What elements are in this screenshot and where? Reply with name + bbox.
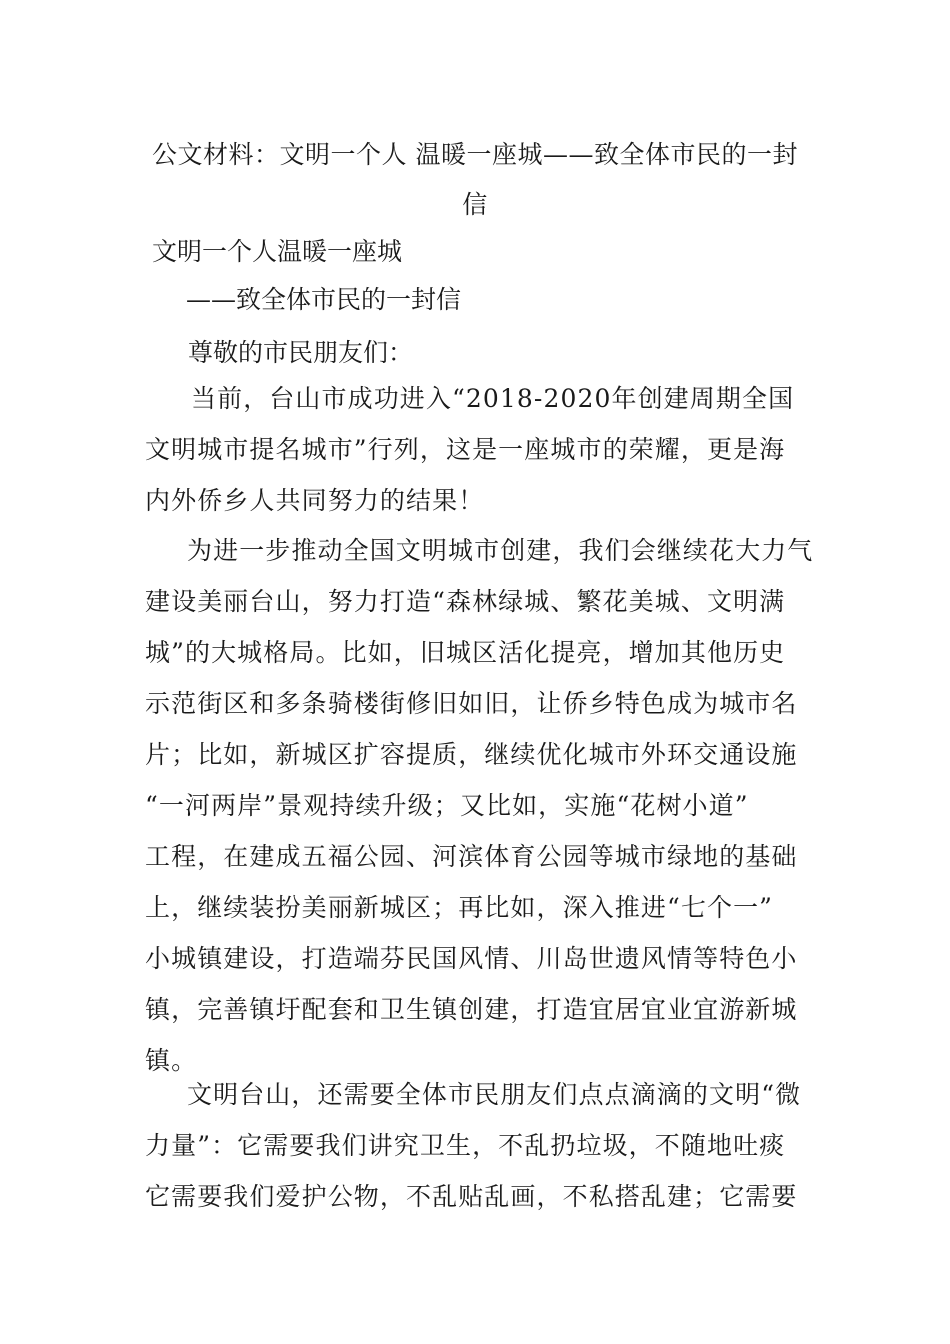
paragraph-line: 片；比如，新城区扩容提质，继续优化城市外环交通设施	[145, 740, 798, 769]
document-title: 公文材料：文明一个人 温暖一座城——致全体市民的一封信	[152, 140, 798, 219]
paragraph-line: 建设美丽台山，努力打造“森林绿城、繁花美城、文明满	[145, 587, 786, 616]
heading: 文明一个人温暖一座城	[152, 237, 403, 266]
paragraph-line: 它需要我们爱护公物，不乱贴乱画，不私搭乱建；它需要	[145, 1182, 798, 1211]
paragraph-line: 镇，完善镇圩配套和卫生镇创建，打造宜居宜业宜游新城	[145, 995, 798, 1024]
salutation: 尊敬的市民朋友们：	[188, 338, 414, 367]
paragraph-line: “一河两岸”景观持续升级；又比如，实施“花树小道”	[145, 791, 749, 820]
paragraph-line: 小城镇建设，打造端芬民国风情、川岛世遗风情等特色小	[145, 944, 798, 973]
paragraph-3	[145, 1069, 810, 1222]
paragraph-line: 镇。	[145, 1046, 198, 1075]
paragraph-line: 文明台山，还需要全体市民朋友们点点滴滴的文明“微	[187, 1080, 802, 1109]
paragraph-line: 力量”：它需要我们讲究卫生，不乱扔垃圾，不随地吐痰	[145, 1131, 786, 1160]
paragraph-line: 示范街区和多条骑楼街修旧如旧，让侨乡特色成为城市名	[145, 689, 798, 718]
paragraph-line: 内外侨乡人共同努力的结果！	[145, 486, 485, 515]
paragraph-line: 城”的大城格局。比如，旧城区活化提亮，增加其他历史	[145, 638, 786, 667]
paragraph-line: 文明城市提名城市”行列，这是一座城市的荣耀，更是海	[145, 435, 786, 464]
paragraph-line: 工程，在建成五福公园、河滨体育公园等城市绿地的基础	[145, 842, 798, 871]
paragraph-1	[145, 373, 810, 526]
subheading: ——致全体市民的一封信	[186, 285, 462, 314]
paragraph-2	[145, 525, 814, 1086]
paragraph-line: 当前，台山市成功进入“2018-2020年创建周期全国	[191, 384, 795, 413]
paragraph-line: 为进一步推动全国文明城市创建，我们会继续花大力气	[187, 536, 814, 565]
paragraph-line: 上，继续装扮美丽新城区；再比如，深入推进“七个一”	[145, 893, 774, 922]
